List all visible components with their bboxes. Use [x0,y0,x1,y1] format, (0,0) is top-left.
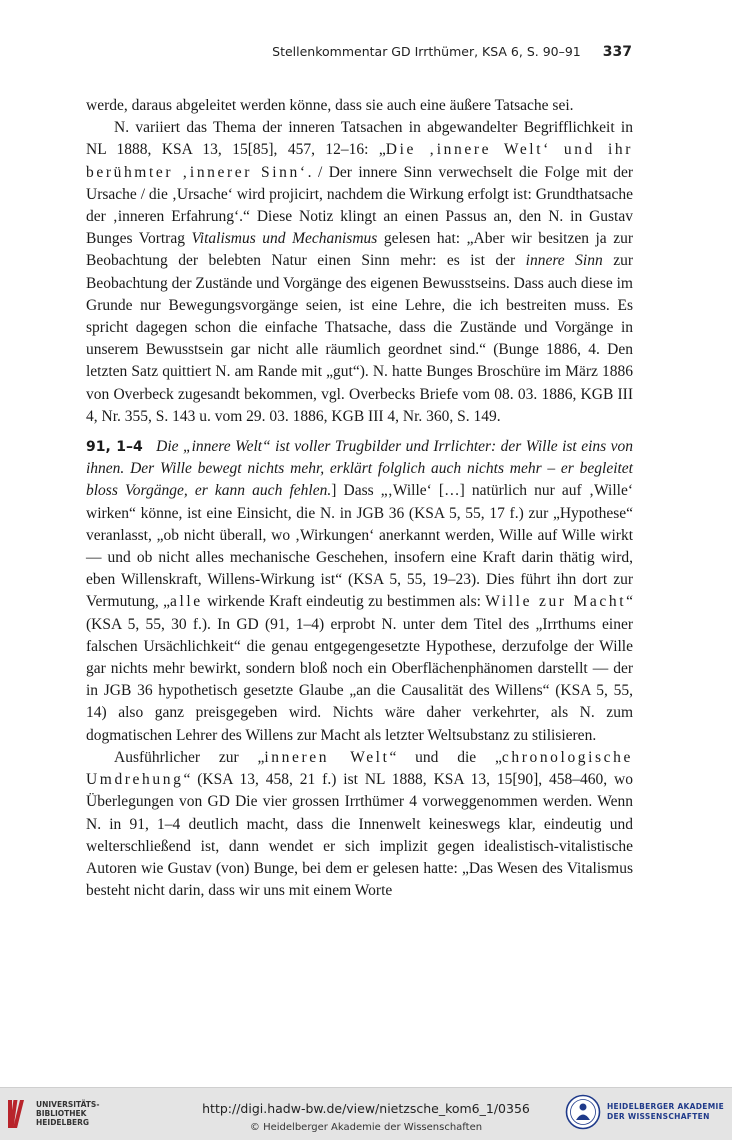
library-name-line: UNIVERSITÄTS- [36,1099,100,1109]
paragraph-2 [86,117,633,428]
text-run: Ausführlicher zur „ [114,748,265,766]
academy-seal-icon [565,1094,601,1130]
copyright-notice: © Heidelberger Akademie der Wissenschaften [249,1122,483,1133]
text-run: “ (KSA 13, 458, 21 f.) ist NL 1888, KSA 13, 15[90], 458–460, wo Überlegungen von GD Die vier grossen Irrthümer 4 vorweggenommen werden. Wenn N. in 91, 1–4 deutlich macht, dass die Innenwelt keineswegs klar, eindeutig und welterschließend ist, dann wendet er sich implizit gegen idealistisch-vitalistische Autoren wie Gustav (von) Bunge, bei dem er gelesen hatte: „Das Wesen des Vitalismus besteht nicht darin, dass wir uns mit einem Worte [86,771,633,900]
page-number: 337 [602,44,632,60]
emphasis: innere Sinn [525,252,603,270]
academy-name [607,1102,724,1122]
text-run: N. variiert das Thema der inneren Tatsachen in abgewandelter Begrifflichkeit in NL 1888, KSA 13, 15[85], 457, 12–16: „ [86,119,633,159]
text-run: zur Beobachtung der Zustände und Vorgänge des eigenen Bewusstseins. Dass auch diese im Grunde nur Bewegungsvorgänge seien, ist eine Lehre, die ich bestreiten muss. Es spricht dagegen schon die einfache Thatsache, dass die Zustände und Vorgänge in unserem Bewusstsein gar nicht alle räumlich geordnet sind.“ (Bunge 1886, 4. Den letzten Satz quittiert N. am Rande mit „gut“). N. hatte Bunges Broschüre im März 1886 von Overbeck zugesandt bekommen, vgl. Overbecks Briefe vom 08. 03. 1886, KGB III 4, Nr. 355, S. 143 u. vom 29. 03. 1886, KGB III 4, Nr. 360, S. 149. [86,252,633,425]
text-run: werde, daraus abgeleitet werden könne, dass sie auch eine äußere Tatsache sei. [86,97,574,114]
text-run: wirkende Kraft eindeutig zu bestimmen als: [202,593,486,611]
text-run: “ (KSA 5, 55, 30 f.). In GD (91, 1–4) erprobt N. unter dem Titel des „Irrthums einer falschen Ursächlichkeit“ die genau entgegengesetzte Hypothese, derzufolge der Wille gar nichts mehr bewirkt, sondern bloß noch ein Oberflächenphänomen darstellt — der in JGB 36 hypothetisch gesetzte Glaube „an die Causalität des Willens“ (KSA 5, 55, 14) also ganz preisgegeben wird. Nichts wäre daher verkehrter, als N. zum dogmatischen Lehrer des Willens zur Macht als letzter Weltsubstanz zu stilisieren. [86,593,633,744]
spaced-phrase: chronologische Umdrehung [86,748,633,789]
library-name-line: HEIDELBERG [36,1117,90,1127]
text-run: ] Dass „‚Wille‘ […] natürlich nur auf ‚Wille‘ wirken“ könne, ist eine Einsicht, die N. in JGB 36 (KSA 5, 55, 17 f.) zur „Hypothese“ veranlasst, „ob nicht überall, wo ‚Wirkungen‘ anerkannt werden, Wille auf Wille wirkt — und ob nicht alles mechanische Geschehen, insofern eine Kraft darin thätig wird, eben Willenskraft, Willens-Wirkung ist“ (KSA 5, 55, 19–23). Dies führt ihn dort zur Vermutung, „ [86,482,633,611]
running-title: Stellenkommentar GD Irrthümer, KSA 6, S. 90–91 [272,44,581,59]
text-run: . / Der innere Sinn verwechselt die Folge mit der Ursache / die ‚Ursache‘ wird projicirt, nachdem die Wirkung erfolgt ist: Grundthatsache der ‚inneren Erfahrung‘.“ Diese Notiz klingt an einen Passus an, den N. in Gustav Bunges Vortrag [86,163,633,248]
library-name-line: BIBLIOTHEK [36,1108,87,1118]
spaced-phrase: Wille zur Macht [485,593,627,611]
spaced-quote: Die ‚innere Welt‘ und ihr berühmter ‚innerer Sinn‘ [86,141,634,181]
lemma-reference: 91, 1–4 [86,439,143,456]
paragraph-4 [86,747,633,902]
permalink-url[interactable]: http://digi.hadw-bw.de/view/nietzsche_kom6_1/0356 [202,1101,530,1116]
text-run: “ und die „ [389,748,502,766]
academy-logo[interactable] [565,1094,724,1130]
lemma-text: Die „innere Welt“ ist voller Trugbilder und Irrlichter: der Wille ist eins von ihnen. Der Wille bewegt nichts mehr, erklärt folglich auch nichts mehr – er begleitet bloss Vorgänge, er kann auch fehlen. [86,438,633,500]
academy-name-line: HEIDELBERGER AKADEMIE [606,1102,724,1111]
paragraph-1 [86,95,633,117]
commentary-text [86,95,633,902]
spaced-phrase: inneren Welt [264,748,390,766]
digitization-footer [0,1087,732,1140]
running-header [86,44,632,60]
academy-name-line: DER WISSENSCHAFTEN [606,1112,710,1121]
paragraph-3 [86,436,633,747]
text-run: gelesen hat: „Aber wir besitzen ja zur Beobachtung der belebten Natur einen Sinn mehr: es ist der [86,230,633,270]
spaced-word: alle [169,593,203,611]
book-title: Vitalismus und Mechanismus [191,230,378,248]
